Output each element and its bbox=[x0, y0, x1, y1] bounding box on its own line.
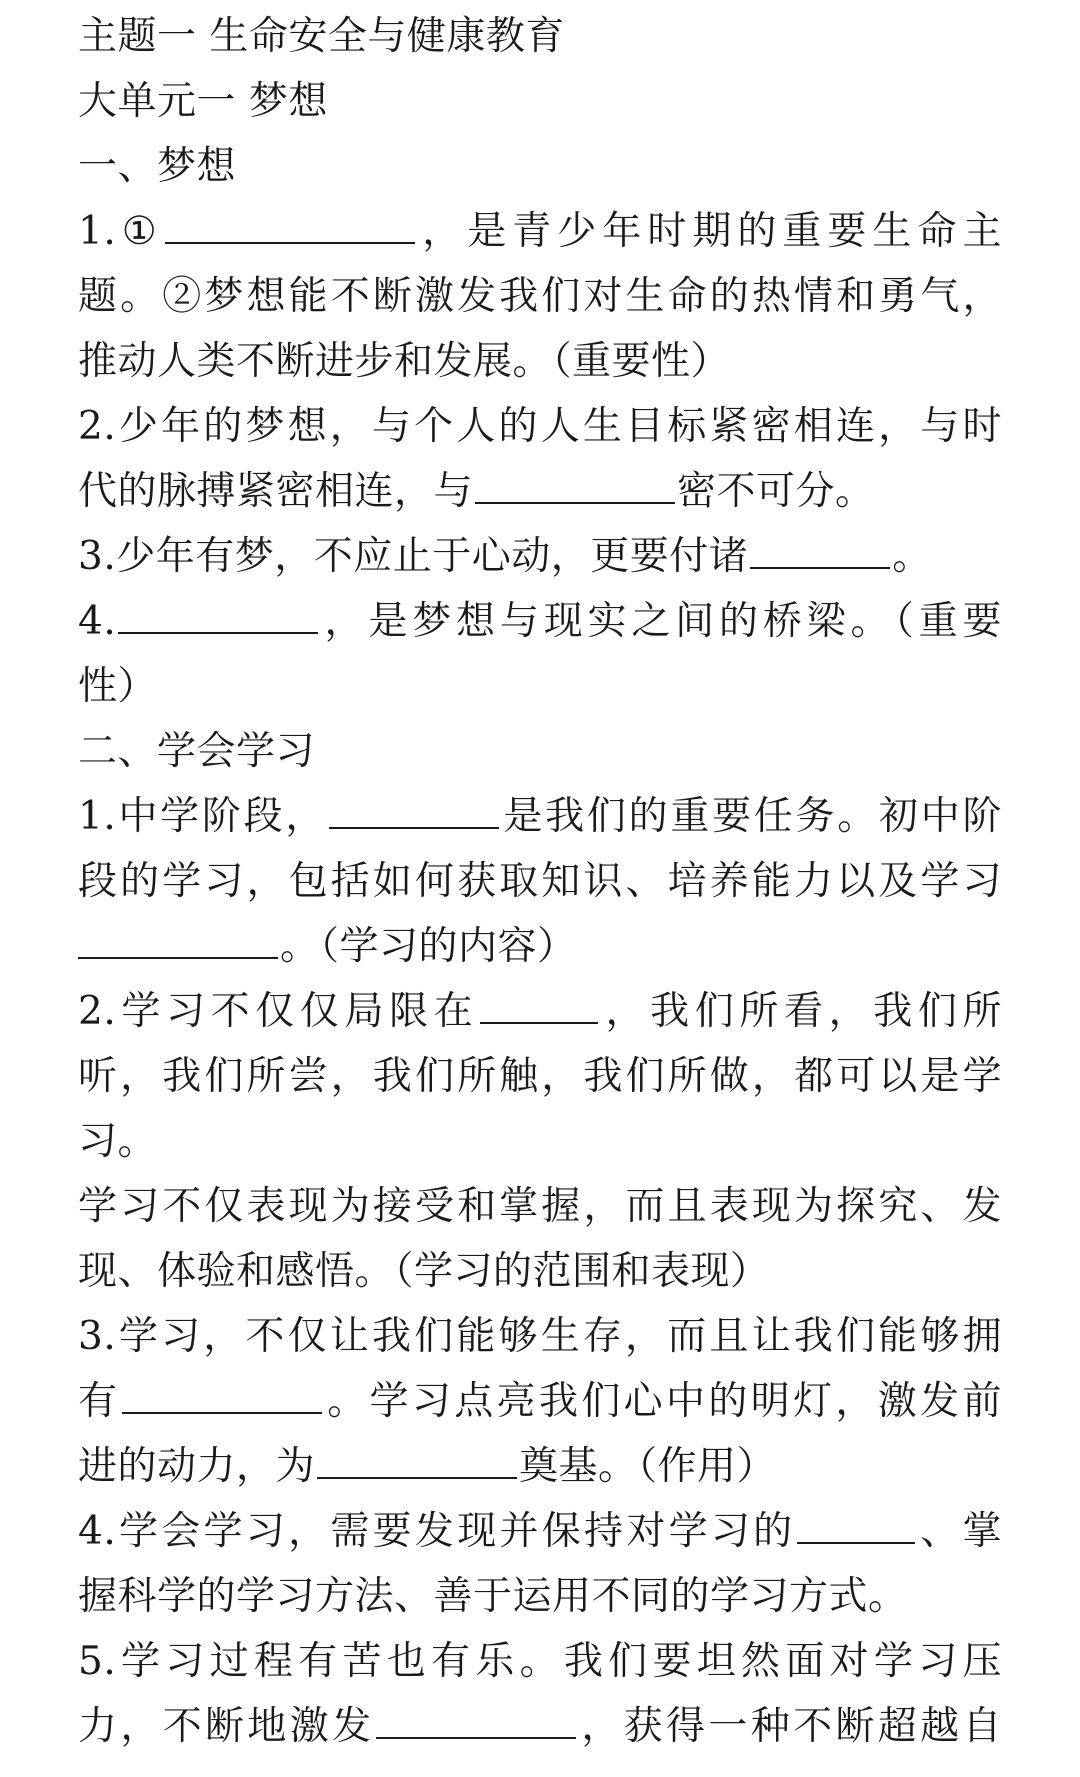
fill-blank bbox=[122, 1378, 322, 1414]
fill-blank bbox=[480, 988, 598, 1024]
question-line: 段的学习，包括如何获取知识、培养能力以及学习 bbox=[78, 859, 1002, 904]
question-text: 进的动力，为 bbox=[78, 1444, 316, 1489]
section-heading-dream: 一、梦想 bbox=[78, 144, 237, 189]
fill-blank bbox=[165, 208, 415, 244]
question-number: 1.① bbox=[78, 209, 163, 254]
question-line bbox=[78, 979, 1002, 1044]
fill-blank bbox=[78, 923, 278, 959]
question-text: 。（学习的内容） bbox=[280, 924, 577, 969]
question-line bbox=[78, 199, 1002, 264]
theme-title: 主题一 生命安全与健康教育 bbox=[78, 14, 565, 59]
question-text: 是我们的重要任务。初中阶 bbox=[501, 794, 1002, 839]
question-text: 有 bbox=[78, 1379, 121, 1424]
question-text: ，获得一种不断超越自 bbox=[578, 1704, 1002, 1749]
question-text: 4.学会学习，需要发现并保持对学习的 bbox=[78, 1509, 796, 1554]
question-line: 5.学习过程有苦也有乐。我们要坦然面对学习压 bbox=[78, 1639, 1002, 1684]
question-text: ，是青少年时期的重要生命主 bbox=[416, 209, 1002, 254]
question-line: 2.少年的梦想，与个人的人生目标紧密相连，与时 bbox=[78, 404, 1002, 449]
question-text: ，我们所看，我们所 bbox=[600, 989, 1002, 1034]
question-text: 2.学习不仅仅局限在 bbox=[78, 989, 479, 1034]
question-text: 1.中学阶段， bbox=[78, 794, 328, 839]
question-line bbox=[78, 1434, 1002, 1499]
fill-blank bbox=[317, 1443, 517, 1479]
question-line bbox=[78, 1694, 1002, 1759]
question-text: 。 bbox=[892, 534, 932, 579]
question-line: 现、体验和感悟。（学习的范围和表现） bbox=[78, 1249, 770, 1294]
question-text: 奠基。（作用） bbox=[519, 1444, 777, 1489]
question-text: 3.少年有梦，不应止于心动，更要付诸 bbox=[78, 534, 749, 579]
question-number: 4. bbox=[78, 599, 117, 644]
worksheet-page bbox=[78, 4, 1002, 1759]
question-line: 性） bbox=[78, 664, 158, 709]
question-line: 3.学习，不仅让我们能够生存，而且让我们能够拥 bbox=[78, 1314, 1002, 1359]
question-line: 听，我们所尝，我们所触，我们所做，都可以是学 bbox=[78, 1054, 1002, 1099]
question-line: 题。②梦想能不断激发我们对生命的热情和勇气， bbox=[78, 274, 1002, 319]
question-line bbox=[78, 1499, 1002, 1564]
question-line: 握科学的学习方法、善于运用不同的学习方式。 bbox=[78, 1574, 908, 1619]
question-text: 。学习点亮我们心中的明灯，激发前 bbox=[324, 1379, 1002, 1424]
question-line bbox=[78, 784, 1002, 849]
fill-blank bbox=[750, 533, 890, 569]
question-line bbox=[78, 589, 1002, 654]
question-line bbox=[78, 459, 1002, 524]
section-heading-learning: 二、学会学习 bbox=[78, 729, 316, 774]
question-line bbox=[78, 1369, 1002, 1434]
question-text: 代的脉搏紧密相连，与 bbox=[78, 469, 474, 514]
fill-blank bbox=[118, 598, 318, 634]
question-line bbox=[78, 914, 1002, 979]
question-line: 推动人类不断进步和发展。（重要性） bbox=[78, 339, 731, 384]
question-text: 力，不断地激发 bbox=[78, 1704, 375, 1749]
fill-blank bbox=[797, 1508, 915, 1544]
fill-blank bbox=[376, 1703, 576, 1739]
question-text: 密不可分。 bbox=[677, 469, 875, 514]
question-line bbox=[78, 524, 1002, 589]
fill-blank bbox=[329, 793, 499, 829]
question-line: 学习不仅表现为接受和掌握，而且表现为探究、发 bbox=[78, 1184, 1002, 1229]
question-text: 、掌 bbox=[917, 1509, 1002, 1554]
question-line: 习。 bbox=[78, 1119, 158, 1164]
question-text: ，是梦想与现实之间的桥梁。（重要 bbox=[320, 599, 1002, 644]
fill-blank bbox=[475, 468, 675, 504]
unit-title: 大单元一 梦想 bbox=[78, 79, 328, 124]
